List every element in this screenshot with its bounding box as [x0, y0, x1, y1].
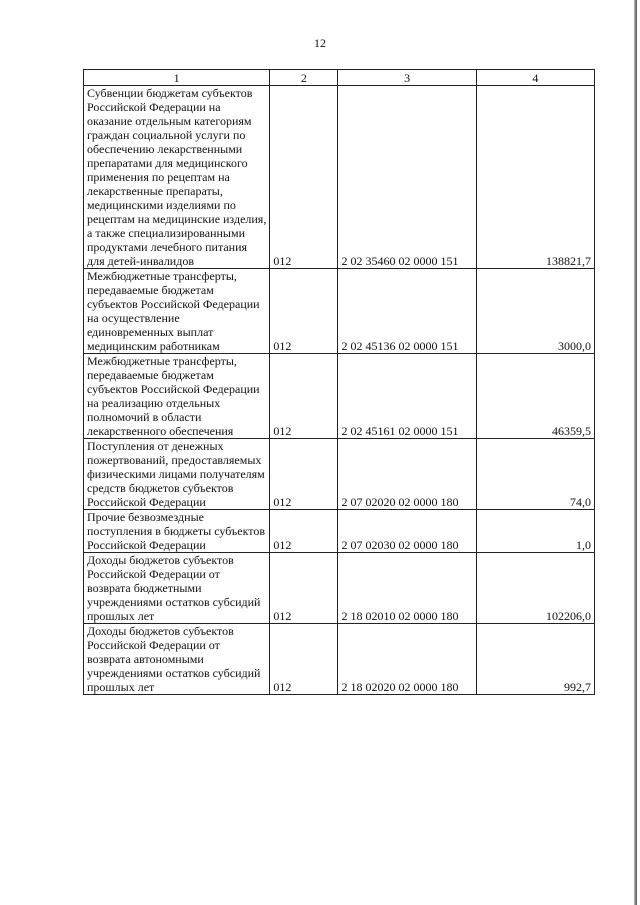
row-admin-code: 012	[270, 269, 338, 354]
header-col-1: 1	[84, 70, 270, 86]
row-budget-code: 2 02 35460 02 0000 151	[338, 86, 476, 269]
row-admin-code: 012	[270, 553, 338, 624]
row-name: Прочие безвозмездные поступления в бюджеты субъектов Российской Федерации	[84, 510, 270, 553]
row-name: Доходы бюджетов субъектов Российской Федерации от возврата бюджетными учреждениями остатков субсидий прошлых лет	[84, 553, 270, 624]
row-amount: 3000,0	[476, 269, 594, 354]
row-budget-code: 2 07 02020 02 0000 180	[338, 439, 476, 510]
row-admin-code: 012	[270, 86, 338, 269]
row-budget-code: 2 02 45136 02 0000 151	[338, 269, 476, 354]
table-row	[84, 354, 595, 439]
revenue-table	[83, 69, 595, 695]
table-row	[84, 553, 595, 624]
row-amount: 138821,7	[476, 86, 594, 269]
row-amount: 102206,0	[476, 553, 594, 624]
row-name: Межбюджетные трансферты, передаваемые бюджетам субъектов Российской Федерации на реализацию отдельных полномочий в области лекарственного обеспечения	[84, 354, 270, 439]
row-name: Доходы бюджетов субъектов Российской Федерации от возврата автономными учреждениями остатков субсидий прошлых лет	[84, 624, 270, 695]
row-amount: 46359,5	[476, 354, 594, 439]
header-col-4: 4	[476, 70, 594, 86]
table-row	[84, 510, 595, 553]
row-admin-code: 012	[270, 439, 338, 510]
row-name: Межбюджетные трансферты, передаваемые бюджетам субъектов Российской Федерации на осуществление единовременных выплат медицинским работникам	[84, 269, 270, 354]
header-col-2: 2	[270, 70, 338, 86]
row-admin-code: 012	[270, 624, 338, 695]
row-budget-code: 2 07 02030 02 0000 180	[338, 510, 476, 553]
table-row	[84, 439, 595, 510]
row-budget-code: 2 18 02020 02 0000 180	[338, 624, 476, 695]
table-body	[84, 86, 595, 695]
row-admin-code: 012	[270, 354, 338, 439]
row-admin-code: 012	[270, 510, 338, 553]
page-number: 12	[314, 36, 326, 50]
row-budget-code: 2 18 02010 02 0000 180	[338, 553, 476, 624]
row-amount: 74,0	[476, 439, 594, 510]
table-header	[84, 70, 595, 86]
table-row	[84, 624, 595, 695]
table-row	[84, 86, 595, 269]
row-amount: 992,7	[476, 624, 594, 695]
row-name: Субвенции бюджетам субъектов Российской Федерации на оказание отдельным категориям граждан социальной услуги по обеспечению лекарственными препаратами для медицинского применения по рецептам на лекарственные препараты, медицинскими изделиями по рецептам на медицинские изделия, а также специализированными продуктами лечебного питания для детей-инвалидов	[84, 86, 270, 269]
row-amount: 1,0	[476, 510, 594, 553]
header-col-3: 3	[338, 70, 476, 86]
row-budget-code: 2 02 45161 02 0000 151	[338, 354, 476, 439]
row-name: Поступления от денежных пожертвований, предоставляемых физическими лицами получателям средств бюджетов субъектов Российской Федерации	[84, 439, 270, 510]
header-row	[84, 70, 595, 86]
scan-edge-shadow	[634, 0, 637, 905]
table-row	[84, 269, 595, 354]
